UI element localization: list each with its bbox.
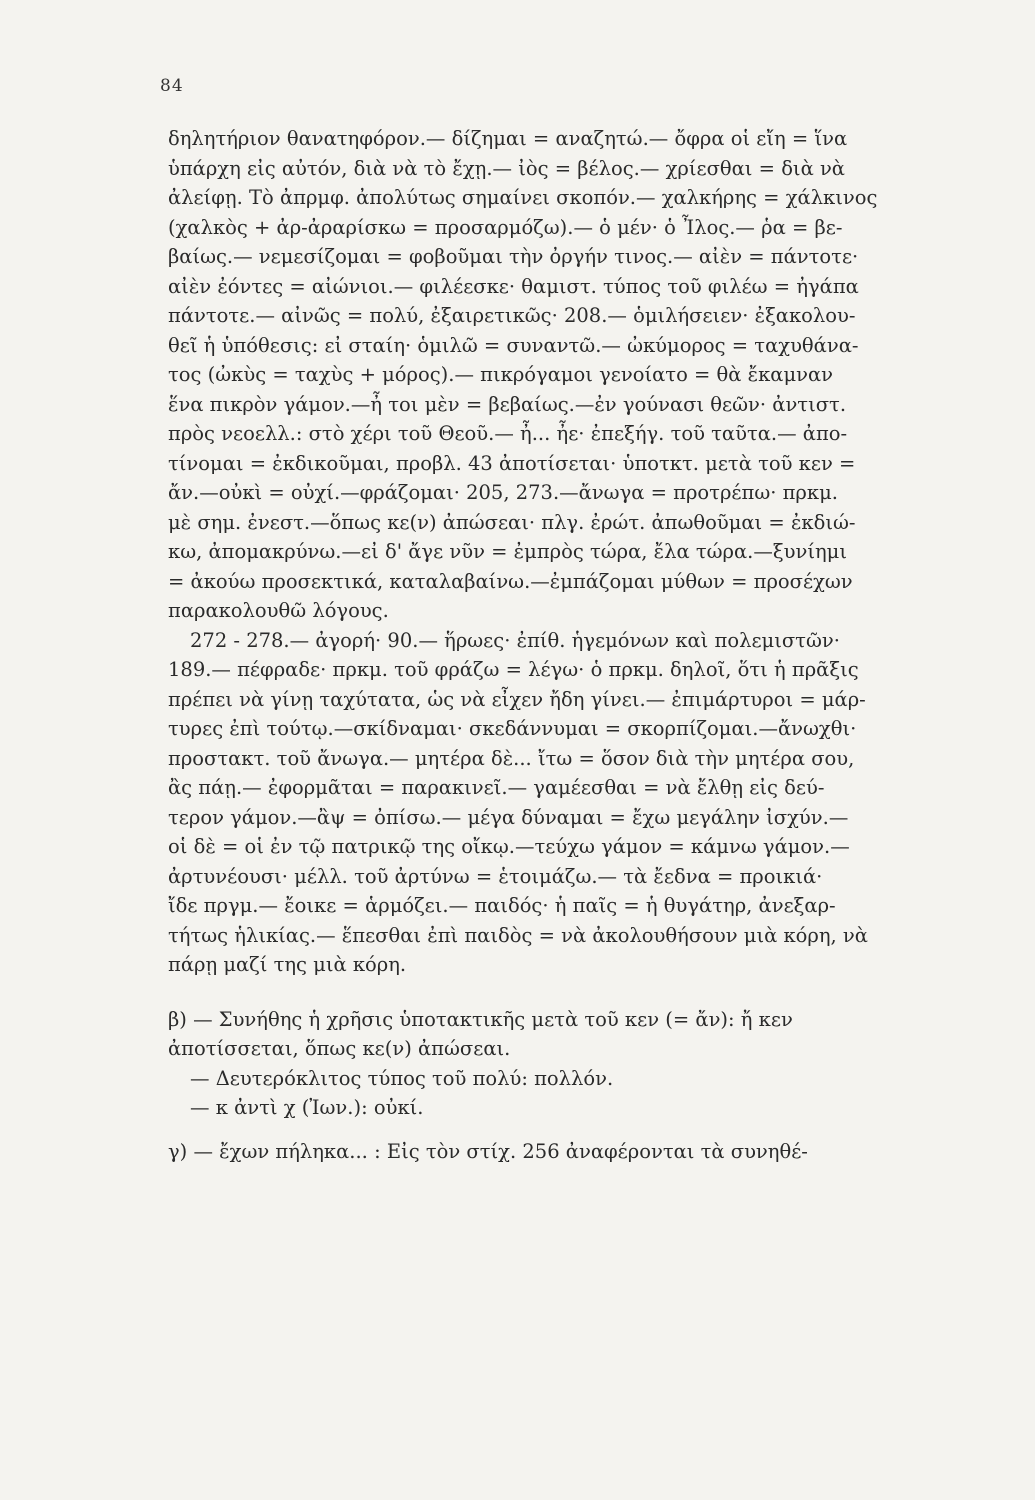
text-line: πρέπει νὰ γίνῃ ταχύτατα, ὡς νὰ εἶχεν ἤδη γίνει.— ἐπιμάρτυροι = μάρ- <box>168 687 866 711</box>
page-number: 84 <box>160 76 184 96</box>
text-line: τερον γάμον.—ἂψ = ὀπίσω.— μέγα δύναμαι = ἔχω μεγάλην ἰσχύν.— <box>168 805 849 829</box>
text-line: — Δευτερόκλιτος τύπος τοῦ πολύ: πολλόν. <box>190 1066 614 1090</box>
text-line: οἱ δὲ = οἱ ἐν τῷ πατρικῷ της οἴκῳ.—τεύχω γάμον = κάμνω γάμον.— <box>168 835 850 858</box>
text-line: β) — Συνήθης ἡ χρῆσις ὑποτακτικῆς μετὰ τοῦ κεν (= ἄν): ἤ κεν <box>168 1007 793 1031</box>
text-line: ἴδε πργμ.— ἔοικε = ἁρμόζει.— παιδός· ἡ παῖς = ἡ θυγάτηρ, ἀνεξαρ- <box>168 894 836 917</box>
text-line: ἀλείφῃ. Τὸ ἀπρμφ. ἀπολύτως σημαίνει σκοπόν.— χαλκήρης = χάλκινος <box>168 186 878 209</box>
text-line: 272 - 278.— ἀγορή· 90.— ἥρωες· ἐπίθ. ἡγεμόνων καὶ πολεμιστῶν· <box>190 628 840 652</box>
text-line: ἀρτυνέουσι· μέλλ. τοῦ ἀρτύνω = ἑτοιμάζω.— τὰ ἔεδνα = προικιά· <box>168 864 823 888</box>
text-line: πάντοτε.— αἰνῶς = πολύ, ἐξαιρετικῶς· 208.— ὁμιλήσειεν· ἐξακολου- <box>168 304 856 327</box>
text-line: ὑπάρχη εἰς αὐτόν, διὰ νὰ τὸ ἔχῃ.— ἰὸς = βέλος.— χρίεσθαι = διὰ νὰ <box>168 156 845 180</box>
text-line: ἄν.—οὐκὶ = οὐχί.—φράζομαι· 205, 273.—ἄνωγα = προτρέπω· πρκμ. <box>168 481 838 504</box>
text-line: τίνομαι = ἐκδικοῦμαι, προβλ. 43 ἀποτίσεται· ὑποτκτ. μετὰ τοῦ κεν = <box>168 451 856 475</box>
text-line: γ) — ἔχων πήληκα... : Εἰς τὸν στίχ. 256 ἀναφέρονται τὰ συνηθέ- <box>168 1139 808 1163</box>
text-line: αἰὲν ἐόντες = αἰώνιοι.— φιλέεσκε· θαμιστ. τύπος τοῦ φιλέω = ἠγάπα <box>168 274 859 298</box>
text-line: παρακολουθῶ λόγους. <box>168 599 389 622</box>
text-line: δηλητήριον θανατηφόρον.— δίζημαι = αναζητώ.— ὄφρα οἱ εἴη = ἵνα <box>168 127 848 150</box>
text-line: ἀποτίσσεται, ὅπως κε(ν) ἀπώσεαι. <box>168 1037 511 1060</box>
text-line: ἂς πάῃ.— ἐφορμᾶται = παρακινεῖ.— γαμέεσθαι = νὰ ἔλθῃ εἰς δεύ- <box>168 776 825 799</box>
text-line: θεῖ ἡ ὑπόθεσις: εἰ σταίη· ὁμιλῶ = συναντῶ.— ὠκύμορος = ταχυθάνα- <box>168 333 859 357</box>
text-line: τος (ὠκὺς = ταχὺς + μόρος).— πικρόγαμοι γενοίατο = θὰ ἔκαμναν <box>168 363 834 386</box>
text-line: = ἀκούω προσεκτικά, καταλαβαίνω.—ἐμπάζομαι μύθων = προσέχων <box>168 569 853 593</box>
text-line: — κ ἀντὶ χ (Ἰων.): οὐκί. <box>190 1096 424 1119</box>
text-line: κω, ἀπομακρύνω.—εἰ δ' ἄγε νῦν = ἐμπρὸς τώρα, ἔλα τώρα.—ξυνίημι <box>168 540 847 563</box>
text-line: τήτως ἡλικίας.— ἕπεσθαι ἐπὶ παιδὸς = νὰ ἀκολουθήσουν μιὰ κόρη, νὰ <box>168 923 868 947</box>
text-line: πρὸς νεοελλ.: στὸ χέρι τοῦ Θεοῦ.— ἦ... ἦε· ἐπεξήγ. τοῦ ταῦτα.— ἀπο- <box>168 422 848 445</box>
text-line: μὲ σημ. ἐνεστ.—ὅπως κε(ν) ἀπώσεαι· πλγ. ἐρώτ. ἀπωθοῦμαι = ἐκδιώ- <box>168 510 856 534</box>
text-line: 189.— πέφραδε· πρκμ. τοῦ φράζω = λέγω· ὁ πρκμ. δηλοῖ, ὅτι ἡ πρᾶξις <box>168 658 859 681</box>
text-line: πάρῃ μαζί της μιὰ κόρη. <box>168 953 407 976</box>
body-text <box>168 124 1008 1166</box>
text-line: ἕνα πικρὸν γάμον.—ἦ τοι μὲν = βεβαίως.—ἐν γούνασι θεῶν· ἀντιστ. <box>168 392 847 416</box>
text-line: (χαλκὸς + ἀρ-ἀραρίσκω = προσαρμόζω).— ὁ μέν· ὁ Ἶλος.— ῥα = βε- <box>168 215 843 239</box>
text-line: βαίως.— νεμεσίζομαι = φοβοῦμαι τὴν ὀργήν τινος.— αἰὲν = πάντοτε· <box>168 245 859 268</box>
text-line: προστακτ. τοῦ ἄνωγα.— μητέρα δὲ... ἴτω = ὅσον διὰ τὴν μητέρα σου, <box>168 746 855 770</box>
text-line: τυρες ἐπὶ τούτῳ.—σκίδναμαι· σκεδάννυμαι = σκορπίζομαι.—ἄνωχθι· <box>168 717 857 740</box>
